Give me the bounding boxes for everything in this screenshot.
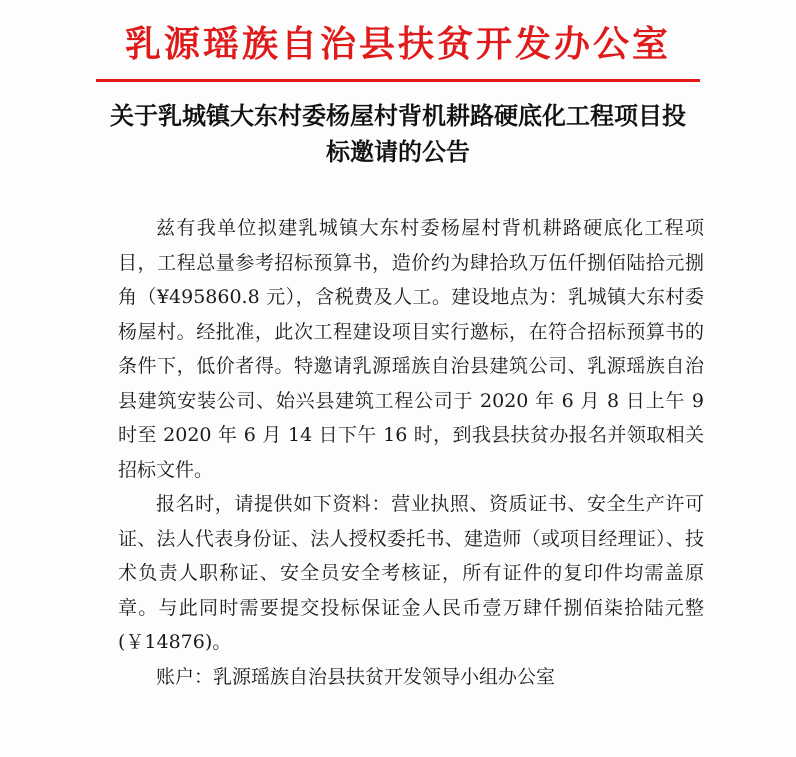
document-title: 关于乳城镇大东村委杨屋村背机耕路硬底化工程项目投标邀请的公告 (110, 102, 686, 166)
letterhead-office-name: 乳源瑶族自治县扶贫开发办公室 (124, 23, 671, 65)
letterhead-red-rule (96, 79, 700, 82)
document-body (118, 211, 704, 694)
paragraph-account: 账户：乳源瑶族自治县扶贫开发领导小组办公室 (156, 665, 556, 688)
paragraph-registration-materials: 报名时，请提供如下资料：营业执照、资质证书、安全生产许可证、法人代表身份证、法人授权委托书、建造师（或项目经理证）、技术负责人职称证、安全员安全考核证，所有证件的复印件均需盖原章。与此同时需要提交投标保证金人民币壹万肆仟捌佰柒拾陆元整(￥14876)。 (118, 493, 704, 653)
paragraph-invitation: 兹有我单位拟建乳城镇大东村委杨屋村背机耕路硬底化工程项目，工程总量参考招标预算书，造价约为肆拾玖万伍仟捌佰陆拾元捌角（¥495860.8 元），含税费及人工。建设地点为：乳城镇大东村委杨屋村。经批准，此次工程建设项目实行邀标，在符合招标预算书的条件下，低价者得。特邀请乳源瑶族自治县建筑公司、乳源瑶族自治县建筑安装公司、始兴县建筑工程公司于 2020 年 6 月 8 日上午 9 时至 2020 年 6 月 14 日下午 16 时，到我县扶贫办报名并领取相关招标文件。 (118, 217, 704, 481)
